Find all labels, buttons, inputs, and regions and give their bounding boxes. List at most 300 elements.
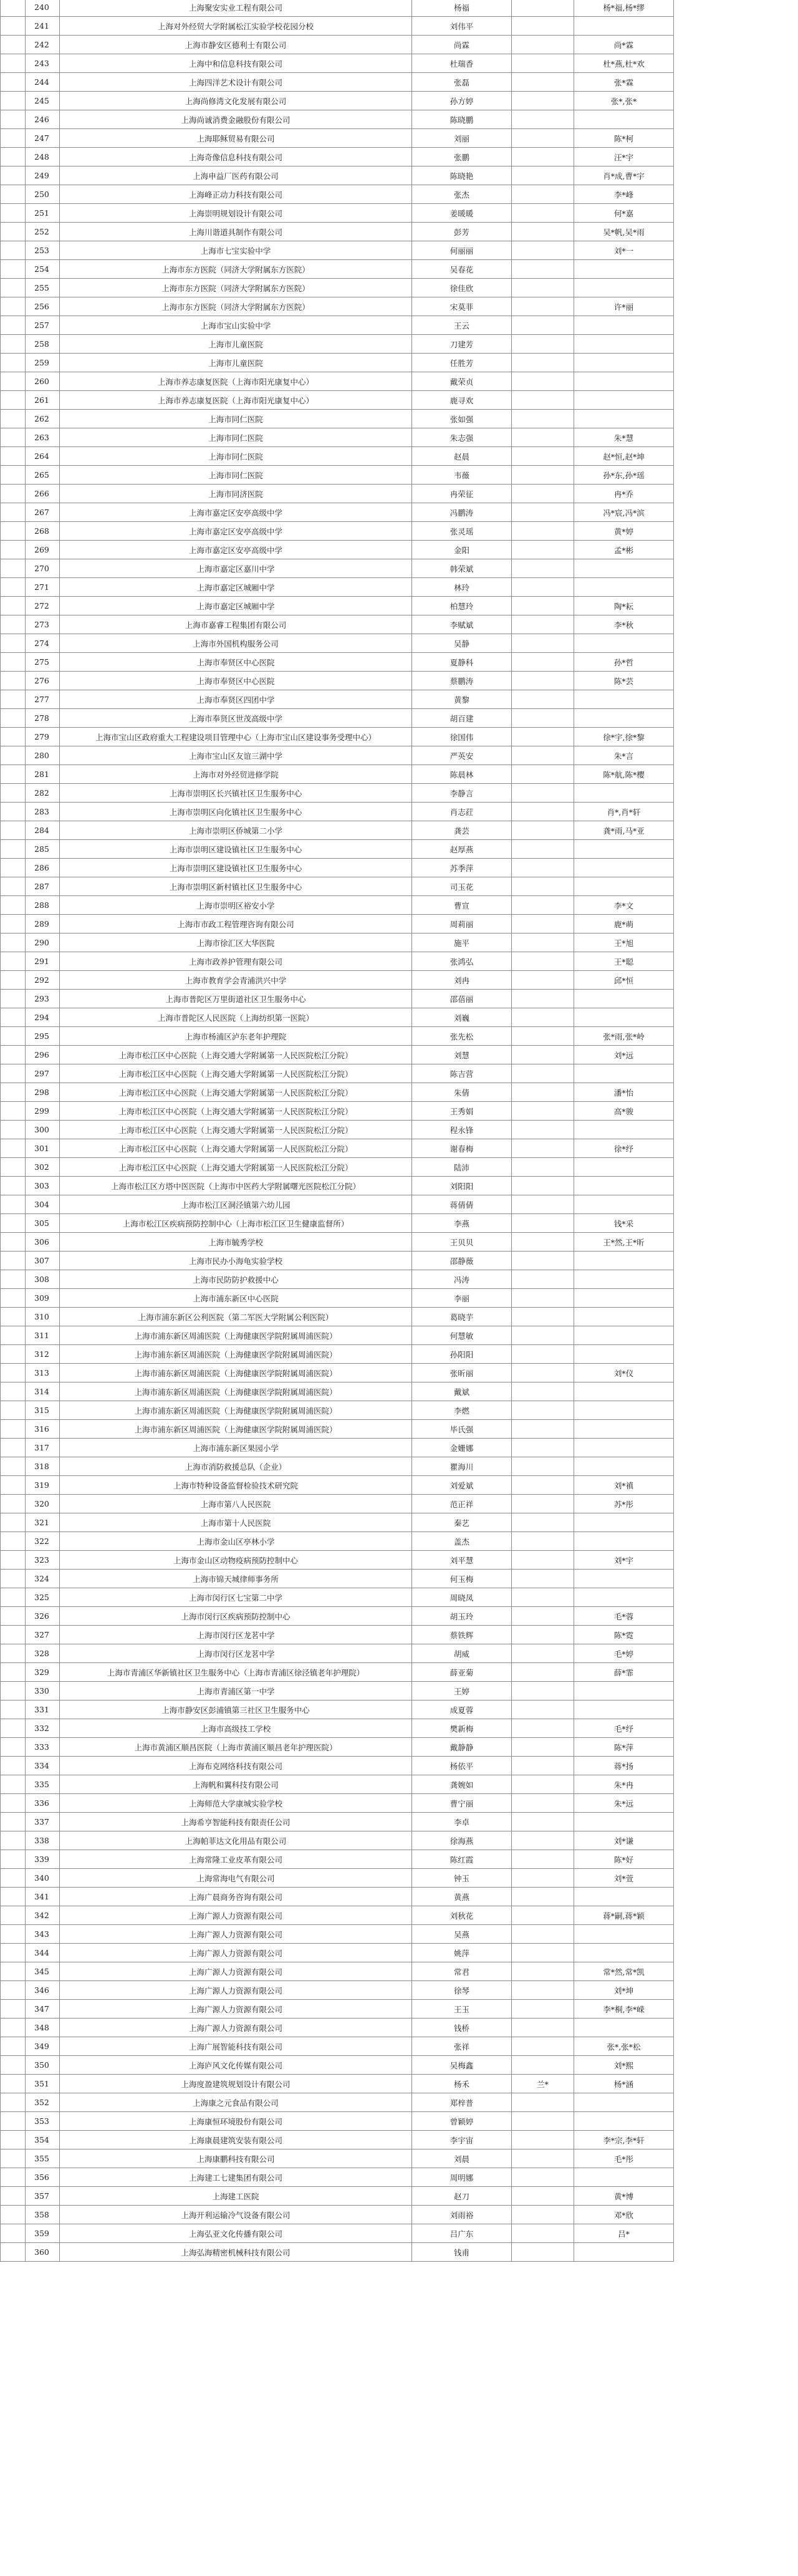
table-row bbox=[1, 1607, 798, 1626]
company-name: 上海申益厂医药有限公司 bbox=[60, 166, 412, 185]
company-name: 上海市徐汇区大华医院 bbox=[60, 933, 412, 952]
extra-name bbox=[512, 1457, 574, 1476]
family-members bbox=[574, 690, 674, 709]
extra-name bbox=[512, 54, 574, 73]
family-members: 杨*涵 bbox=[574, 2075, 674, 2093]
company-name: 上海市市政工程管理咨询有限公司 bbox=[60, 915, 412, 933]
extra-name bbox=[512, 1420, 574, 1439]
person-name: 杜瑞香 bbox=[412, 54, 512, 73]
family-members: 陈*芸 bbox=[574, 672, 674, 690]
row-number: 302 bbox=[26, 1158, 60, 1177]
family-members: 许*丽 bbox=[574, 297, 674, 316]
company-name: 上海建工七建集团有限公司 bbox=[60, 2168, 412, 2187]
table-row bbox=[1, 1869, 798, 1888]
extra-name bbox=[512, 0, 574, 17]
person-name: 姜暖暖 bbox=[412, 204, 512, 223]
person-name: 朱志强 bbox=[412, 428, 512, 447]
extra-name bbox=[512, 447, 574, 466]
row-number: 283 bbox=[26, 803, 60, 821]
company-name: 上海市第八人民医院 bbox=[60, 1495, 412, 1513]
table-row bbox=[1, 728, 798, 746]
company-name: 上海市东方医院（同济大学附属东方医院） bbox=[60, 260, 412, 279]
extra-name bbox=[512, 223, 574, 241]
family-members: 黄*博 bbox=[574, 2187, 674, 2206]
extra-name bbox=[512, 2131, 574, 2149]
company-name: 上海市宝山区政府重大工程建设项目管理中心（上海市宝山区建设事务受理中心） bbox=[60, 728, 412, 746]
company-name: 上海师范大学康城实验学校 bbox=[60, 1794, 412, 1813]
row-number: 355 bbox=[26, 2149, 60, 2168]
row-margin-cell bbox=[1, 92, 26, 110]
family-members: 蒋*嗣,蒋*颖 bbox=[574, 1906, 674, 1925]
person-name: 蔡铁辉 bbox=[412, 1626, 512, 1644]
row-margin-cell bbox=[1, 1158, 26, 1177]
company-name: 上海市民办小海龟实验学校 bbox=[60, 1252, 412, 1270]
company-name: 上海市青浦区华新镇社区卫生服务中心（上海市青浦区徐泾镇老年护理院） bbox=[60, 1663, 412, 1682]
person-name: 李丽 bbox=[412, 1289, 512, 1308]
family-members: 黄*婷 bbox=[574, 522, 674, 541]
person-name: 曹宣 bbox=[412, 896, 512, 915]
person-name: 刘爱斌 bbox=[412, 1476, 512, 1495]
extra-name bbox=[512, 1439, 574, 1457]
company-name: 上海市闵行区龙茗中学 bbox=[60, 1644, 412, 1663]
table-row bbox=[1, 129, 798, 148]
person-name: 龚婉如 bbox=[412, 1775, 512, 1794]
person-name: 张杰 bbox=[412, 185, 512, 204]
table-row bbox=[1, 1981, 798, 2000]
row-number: 320 bbox=[26, 1495, 60, 1513]
company-name: 上海市松江区中心医院（上海交通大学附属第一人民医院松江分院） bbox=[60, 1102, 412, 1121]
row-margin-cell bbox=[1, 2149, 26, 2168]
row-number: 280 bbox=[26, 746, 60, 765]
company-name: 上海市浦东新区周浦医院（上海健康医学院附属周浦医院） bbox=[60, 1401, 412, 1420]
row-number: 272 bbox=[26, 597, 60, 615]
extra-name bbox=[512, 2243, 574, 2262]
company-name: 上海市消防救援总队（企业） bbox=[60, 1457, 412, 1476]
table-row bbox=[1, 1794, 798, 1813]
row-margin-cell bbox=[1, 2131, 26, 2149]
row-margin-cell bbox=[1, 1214, 26, 1233]
person-name: 王秀娟 bbox=[412, 1102, 512, 1121]
row-margin-cell bbox=[1, 73, 26, 92]
company-name: 上海聚安实业工程有限公司 bbox=[60, 0, 412, 17]
row-margin-cell bbox=[1, 615, 26, 634]
row-margin-cell bbox=[1, 1420, 26, 1439]
row-margin-cell bbox=[1, 503, 26, 522]
extra-name bbox=[512, 971, 574, 990]
row-number: 310 bbox=[26, 1308, 60, 1326]
family-members: 毛*婷 bbox=[574, 1644, 674, 1663]
company-name: 上海开利运输冷气设备有限公司 bbox=[60, 2206, 412, 2224]
row-number: 257 bbox=[26, 316, 60, 335]
person-name: 陈晨林 bbox=[412, 765, 512, 784]
row-number: 291 bbox=[26, 952, 60, 971]
row-margin-cell bbox=[1, 185, 26, 204]
family-members bbox=[574, 1326, 674, 1345]
row-margin-cell bbox=[1, 1345, 26, 1364]
row-margin-cell bbox=[1, 522, 26, 541]
person-name: 陈晓艳 bbox=[412, 166, 512, 185]
table-row bbox=[1, 1457, 798, 1476]
table-row bbox=[1, 1626, 798, 1644]
table-row bbox=[1, 1214, 798, 1233]
person-name: 孙阳阳 bbox=[412, 1345, 512, 1364]
extra-name bbox=[512, 597, 574, 615]
family-members: 毛*蓉 bbox=[574, 1607, 674, 1626]
extra-name bbox=[512, 1382, 574, 1401]
person-name: 宋莫菲 bbox=[412, 297, 512, 316]
extra-name bbox=[512, 765, 574, 784]
family-members bbox=[574, 110, 674, 129]
extra-name bbox=[512, 2019, 574, 2037]
family-members: 汪*宇 bbox=[574, 148, 674, 166]
family-members: 邓*欣 bbox=[574, 2206, 674, 2224]
row-number: 285 bbox=[26, 840, 60, 859]
row-margin-cell bbox=[1, 2093, 26, 2112]
person-name: 夏静科 bbox=[412, 653, 512, 672]
table-row bbox=[1, 1008, 798, 1027]
table-row bbox=[1, 2187, 798, 2206]
extra-name bbox=[512, 2206, 574, 2224]
row-number: 267 bbox=[26, 503, 60, 522]
company-name: 上海帆和翼科技有限公司 bbox=[60, 1775, 412, 1794]
row-margin-cell bbox=[1, 1981, 26, 2000]
extra-name bbox=[512, 503, 574, 522]
table-row bbox=[1, 1775, 798, 1794]
family-members: 朱*远 bbox=[574, 1794, 674, 1813]
company-name: 上海常海电气有限公司 bbox=[60, 1869, 412, 1888]
extra-name bbox=[512, 73, 574, 92]
extra-name bbox=[512, 915, 574, 933]
family-members: 朱*冉 bbox=[574, 1775, 674, 1794]
person-name: 何慧敏 bbox=[412, 1326, 512, 1345]
table-row bbox=[1, 1495, 798, 1513]
company-name: 上海市嘉定区城厢中学 bbox=[60, 597, 412, 615]
table-row bbox=[1, 1064, 798, 1083]
person-name: 张磊 bbox=[412, 73, 512, 92]
company-name: 上海市儿童医院 bbox=[60, 335, 412, 354]
person-name: 戴荣贞 bbox=[412, 372, 512, 391]
row-margin-cell bbox=[1, 1551, 26, 1570]
person-name: 秦艺 bbox=[412, 1513, 512, 1532]
family-members: 何*嘉 bbox=[574, 204, 674, 223]
person-name: 苏季萍 bbox=[412, 859, 512, 877]
table-row bbox=[1, 1102, 798, 1121]
person-name: 黄燕 bbox=[412, 1888, 512, 1906]
row-number: 319 bbox=[26, 1476, 60, 1495]
family-members bbox=[574, 1570, 674, 1588]
table-row bbox=[1, 1158, 798, 1177]
table-row bbox=[1, 1027, 798, 1046]
extra-name bbox=[512, 2187, 574, 2206]
company-name: 上海耶稣贸易有限公司 bbox=[60, 129, 412, 148]
extra-name bbox=[512, 541, 574, 559]
person-name: 吴梅鑫 bbox=[412, 2056, 512, 2075]
company-name: 上海广源人力资源有限公司 bbox=[60, 1962, 412, 1981]
person-name: 李赋斌 bbox=[412, 615, 512, 634]
extra-name bbox=[512, 1738, 574, 1757]
extra-name bbox=[512, 166, 574, 185]
row-number: 327 bbox=[26, 1626, 60, 1644]
row-margin-cell bbox=[1, 2037, 26, 2056]
row-number: 259 bbox=[26, 354, 60, 372]
company-name: 上海庐风文化传媒有限公司 bbox=[60, 2056, 412, 2075]
table-row bbox=[1, 1270, 798, 1289]
extra-name bbox=[512, 877, 574, 896]
row-margin-cell bbox=[1, 166, 26, 185]
row-number: 333 bbox=[26, 1738, 60, 1757]
extra-name bbox=[512, 709, 574, 728]
company-name: 上海市静安区彭浦镇第三社区卫生服务中心 bbox=[60, 1700, 412, 1719]
company-name: 上海市闵行区七宝第二中学 bbox=[60, 1588, 412, 1607]
family-members: 蒋*扬 bbox=[574, 1757, 674, 1775]
row-number: 336 bbox=[26, 1794, 60, 1813]
person-name: 周晓凤 bbox=[412, 1588, 512, 1607]
company-name: 上海市锦天城律师事务所 bbox=[60, 1570, 412, 1588]
table-row bbox=[1, 1888, 798, 1906]
row-number: 265 bbox=[26, 466, 60, 485]
extra-name bbox=[512, 316, 574, 335]
row-margin-cell bbox=[1, 1364, 26, 1382]
extra-name bbox=[512, 1270, 574, 1289]
row-number: 268 bbox=[26, 522, 60, 541]
row-number: 262 bbox=[26, 410, 60, 428]
extra-name bbox=[512, 1962, 574, 1981]
family-members: 王*然,王*昕 bbox=[574, 1233, 674, 1252]
company-name: 上海市浦东新区周浦医院（上海健康医学院附属周浦医院） bbox=[60, 1382, 412, 1401]
extra-name bbox=[512, 1831, 574, 1850]
family-members bbox=[574, 279, 674, 297]
extra-name bbox=[512, 522, 574, 541]
family-members: 刘*熙 bbox=[574, 2056, 674, 2075]
company-name: 上海市养志康复医院（上海市阳光康复中心） bbox=[60, 391, 412, 410]
extra-name bbox=[512, 372, 574, 391]
row-number: 352 bbox=[26, 2093, 60, 2112]
family-members bbox=[574, 1289, 674, 1308]
row-number: 254 bbox=[26, 260, 60, 279]
row-number: 347 bbox=[26, 2000, 60, 2019]
row-margin-cell bbox=[1, 2224, 26, 2243]
row-margin-cell bbox=[1, 933, 26, 952]
company-name: 上海市松江区中心医院（上海交通大学附属第一人民医院松江分院） bbox=[60, 1046, 412, 1064]
extra-name bbox=[512, 1794, 574, 1813]
row-margin-cell bbox=[1, 690, 26, 709]
family-members: 孟*彬 bbox=[574, 541, 674, 559]
family-members: 冉*乔 bbox=[574, 485, 674, 503]
table-row bbox=[1, 17, 798, 36]
row-margin-cell bbox=[1, 1476, 26, 1495]
row-number: 354 bbox=[26, 2131, 60, 2149]
row-margin-cell bbox=[1, 672, 26, 690]
company-name: 上海市青浦区第一中学 bbox=[60, 1682, 412, 1700]
row-number: 252 bbox=[26, 223, 60, 241]
extra-name bbox=[512, 2112, 574, 2131]
company-name: 上海市普陀区人民医院（上海纺织第一医院） bbox=[60, 1008, 412, 1027]
table-row bbox=[1, 559, 798, 578]
row-number: 331 bbox=[26, 1700, 60, 1719]
family-members: 杜*燕,杜*欢 bbox=[574, 54, 674, 73]
person-name: 成夏蓉 bbox=[412, 1700, 512, 1719]
person-name: 谢春梅 bbox=[412, 1139, 512, 1158]
table-row bbox=[1, 1682, 798, 1700]
company-name: 上海市教育学会青浦洪兴中学 bbox=[60, 971, 412, 990]
extra-name bbox=[512, 1626, 574, 1644]
company-name: 上海康恒环境股份有限公司 bbox=[60, 2112, 412, 2131]
person-name: 黄黎 bbox=[412, 690, 512, 709]
row-margin-cell bbox=[1, 746, 26, 765]
extra-name bbox=[512, 354, 574, 372]
row-margin-cell bbox=[1, 1064, 26, 1083]
family-members: 张*,张* bbox=[574, 92, 674, 110]
row-margin-cell bbox=[1, 466, 26, 485]
table-row bbox=[1, 335, 798, 354]
person-name: 尚霖 bbox=[412, 36, 512, 54]
table-row bbox=[1, 709, 798, 728]
person-name: 张鸿弘 bbox=[412, 952, 512, 971]
family-members bbox=[574, 1345, 674, 1364]
person-name: 吕广东 bbox=[412, 2224, 512, 2243]
row-margin-cell bbox=[1, 1607, 26, 1626]
company-name: 上海市闵行区龙茗中学 bbox=[60, 1626, 412, 1644]
extra-name bbox=[512, 1495, 574, 1513]
row-number: 350 bbox=[26, 2056, 60, 2075]
row-margin-cell bbox=[1, 1962, 26, 1981]
family-members bbox=[574, 859, 674, 877]
table-row bbox=[1, 1532, 798, 1551]
row-margin-cell bbox=[1, 915, 26, 933]
family-members: 薛*霏 bbox=[574, 1663, 674, 1682]
row-number: 304 bbox=[26, 1195, 60, 1214]
extra-name bbox=[512, 1719, 574, 1738]
extra-name bbox=[512, 1906, 574, 1925]
person-name: 戴斌 bbox=[412, 1382, 512, 1401]
row-number: 305 bbox=[26, 1214, 60, 1233]
row-margin-cell bbox=[1, 952, 26, 971]
row-number: 258 bbox=[26, 335, 60, 354]
person-name: 钟玉 bbox=[412, 1869, 512, 1888]
row-number: 246 bbox=[26, 110, 60, 129]
table-row bbox=[1, 1308, 798, 1326]
row-number: 316 bbox=[26, 1420, 60, 1439]
company-name: 上海广源人力资源有限公司 bbox=[60, 1944, 412, 1962]
row-margin-cell bbox=[1, 1439, 26, 1457]
row-margin-cell bbox=[1, 1944, 26, 1962]
extra-name bbox=[512, 1700, 574, 1719]
row-number: 295 bbox=[26, 1027, 60, 1046]
row-number: 287 bbox=[26, 877, 60, 896]
table-row bbox=[1, 410, 798, 428]
extra-name bbox=[512, 1476, 574, 1495]
table-row bbox=[1, 354, 798, 372]
family-members bbox=[574, 1588, 674, 1607]
extra-name bbox=[512, 1850, 574, 1869]
company-name: 上海弘亚文化传播有限公司 bbox=[60, 2224, 412, 2243]
row-number: 244 bbox=[26, 73, 60, 92]
company-name: 上海市松江区洞泾镇第六幼儿园 bbox=[60, 1195, 412, 1214]
table-row bbox=[1, 1233, 798, 1252]
row-number: 321 bbox=[26, 1513, 60, 1532]
row-margin-cell bbox=[1, 709, 26, 728]
family-members: 李*峰 bbox=[574, 185, 674, 204]
company-name: 上海广晨商务咨询有限公司 bbox=[60, 1888, 412, 1906]
row-margin-cell bbox=[1, 54, 26, 73]
table-row bbox=[1, 840, 798, 859]
row-margin-cell bbox=[1, 1626, 26, 1644]
company-name: 上海市闵行区疾病预防控制中心 bbox=[60, 1607, 412, 1626]
row-number: 293 bbox=[26, 990, 60, 1008]
table-row bbox=[1, 2037, 798, 2056]
family-members: 毛*纾 bbox=[574, 1719, 674, 1738]
row-margin-cell bbox=[1, 1719, 26, 1738]
row-number: 325 bbox=[26, 1588, 60, 1607]
family-members bbox=[574, 1888, 674, 1906]
table-row bbox=[1, 877, 798, 896]
family-members bbox=[574, 2112, 674, 2131]
family-members bbox=[574, 1252, 674, 1270]
person-name: 蔡鹏涛 bbox=[412, 672, 512, 690]
family-members: 徐*宇,徐*黎 bbox=[574, 728, 674, 746]
row-number: 332 bbox=[26, 1719, 60, 1738]
row-margin-cell bbox=[1, 896, 26, 915]
table-row bbox=[1, 971, 798, 990]
person-name: 樊新梅 bbox=[412, 1719, 512, 1738]
row-number: 243 bbox=[26, 54, 60, 73]
company-name: 上海市松江区中心医院（上海交通大学附属第一人民医院松江分院） bbox=[60, 1121, 412, 1139]
table-row bbox=[1, 1382, 798, 1401]
person-name: 戴静静 bbox=[412, 1738, 512, 1757]
family-members: 朱*言 bbox=[574, 746, 674, 765]
family-members: 吕* bbox=[574, 2224, 674, 2243]
row-number: 344 bbox=[26, 1944, 60, 1962]
extra-name bbox=[512, 1513, 574, 1532]
company-name: 上海广展智能科技有限公司 bbox=[60, 2037, 412, 2056]
row-margin-cell bbox=[1, 2112, 26, 2131]
family-members bbox=[574, 1270, 674, 1289]
row-margin-cell bbox=[1, 803, 26, 821]
table-row bbox=[1, 578, 798, 597]
person-name: 陆沛 bbox=[412, 1158, 512, 1177]
family-members: 钱*采 bbox=[574, 1214, 674, 1233]
row-number: 266 bbox=[26, 485, 60, 503]
extra-name bbox=[512, 1813, 574, 1831]
company-name: 上海市浦东新区周浦医院（上海健康医学院附属周浦医院） bbox=[60, 1326, 412, 1345]
company-name: 上海市奉贤区世茂高级中学 bbox=[60, 709, 412, 728]
family-members bbox=[574, 1925, 674, 1944]
row-margin-cell bbox=[1, 2000, 26, 2019]
row-margin-cell bbox=[1, 1270, 26, 1289]
company-name: 上海市浦东新区果园小学 bbox=[60, 1439, 412, 1457]
person-name: 徐琴 bbox=[412, 1981, 512, 2000]
family-members bbox=[574, 1813, 674, 1831]
person-name: 冉荣征 bbox=[412, 485, 512, 503]
extra-name bbox=[512, 2093, 574, 2112]
extra-name bbox=[512, 1757, 574, 1775]
table-row bbox=[1, 260, 798, 279]
family-members: 杨*福,杨*缪 bbox=[574, 0, 674, 17]
table-row bbox=[1, 746, 798, 765]
family-members: 尚*霖 bbox=[574, 36, 674, 54]
company-name: 上海中和信息科技有限公司 bbox=[60, 54, 412, 73]
extra-name bbox=[512, 559, 574, 578]
row-margin-cell bbox=[1, 129, 26, 148]
table-row bbox=[1, 1439, 798, 1457]
table-row bbox=[1, 503, 798, 522]
company-name: 上海崇明规划设计有限公司 bbox=[60, 204, 412, 223]
row-margin-cell bbox=[1, 859, 26, 877]
person-name: 刘秋花 bbox=[412, 1906, 512, 1925]
row-margin-cell bbox=[1, 297, 26, 316]
family-members: 刘*仪 bbox=[574, 1364, 674, 1382]
row-margin-cell bbox=[1, 1794, 26, 1813]
